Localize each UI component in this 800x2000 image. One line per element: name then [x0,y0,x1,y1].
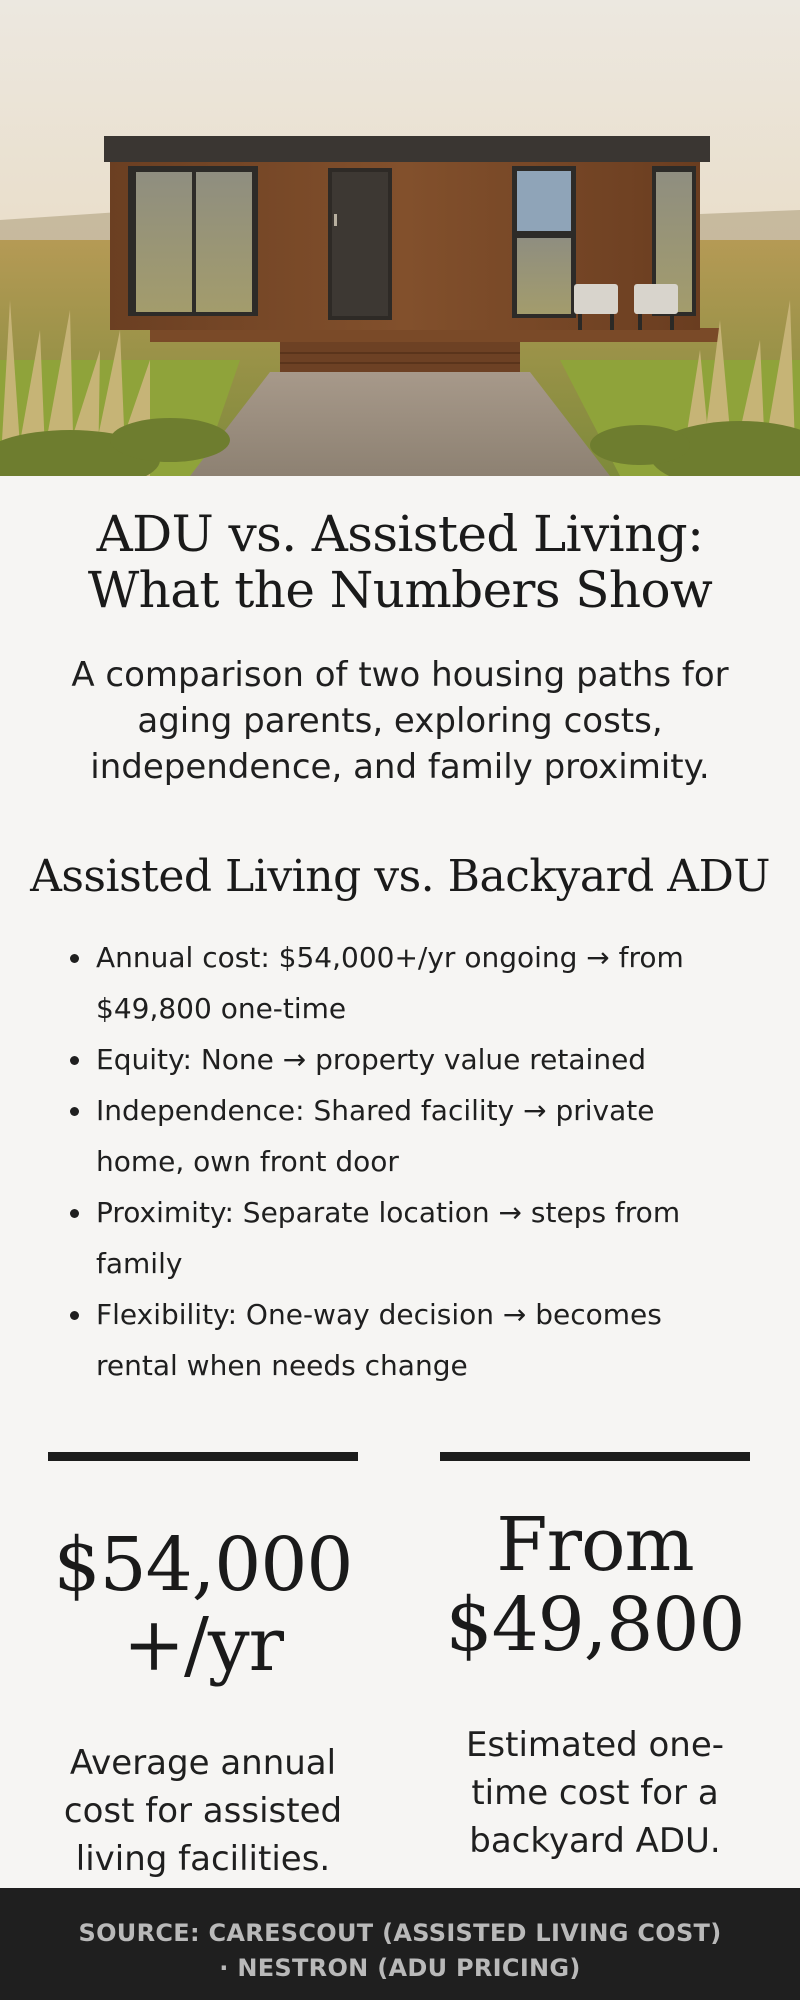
backyard-adu-illustration [0,0,800,476]
stat-description: Average annual cost for assisted living facilities. [63,1743,343,1879]
bullet-icon [70,1209,79,1218]
comparison-item-text: Equity: None → property value retained [96,1043,647,1076]
comparison-item-annual-cost [66,932,736,1034]
comparison-heading: Assisted Living vs. Backyard ADU [30,851,770,902]
bullet-icon [70,1107,79,1116]
assisted-living-stat [48,1452,358,1883]
comparison-item-text: Independence: Shared facility → private home, own front door [96,1094,655,1178]
comparison-list [66,932,736,1391]
stat-value: $54,000 +/yr [53,1522,353,1688]
bullet-icon [70,954,79,963]
comparison-item-independence [66,1085,736,1187]
comparison-item-equity [66,1034,736,1085]
page-title: ADU vs. Assisted Living: What the Numbers Show [87,505,713,619]
comparison-item-flexibility [66,1289,736,1391]
comparison-item-proximity [66,1187,736,1289]
bullet-icon [70,1311,79,1320]
adu-stat [440,1452,750,1865]
source-credit: SOURCE: CARESCOUT (ASSISTED LIVING COST) · NESTRON (ADU PRICING) [78,1919,722,1982]
stat-divider [48,1452,358,1461]
page-subtitle: A comparison of two housing paths for aging parents, exploring costs, independence, and family proximity. [71,655,729,787]
stat-divider [440,1452,750,1461]
comparison-item-text: Proximity: Separate location → steps from family [96,1196,681,1280]
footer [0,1888,800,2000]
stat-value: From $49,800 [445,1502,745,1668]
comparison-item-text: Annual cost: $54,000+/yr ongoing → from $49,800 one-time [96,941,684,1025]
hero-image [0,0,800,476]
comparison-item-text: Flexibility: One-way decision → becomes rental when needs change [96,1298,662,1382]
bullet-icon [70,1056,79,1065]
stat-description: Estimated one-time cost for a backyard ADU. [465,1725,725,1861]
